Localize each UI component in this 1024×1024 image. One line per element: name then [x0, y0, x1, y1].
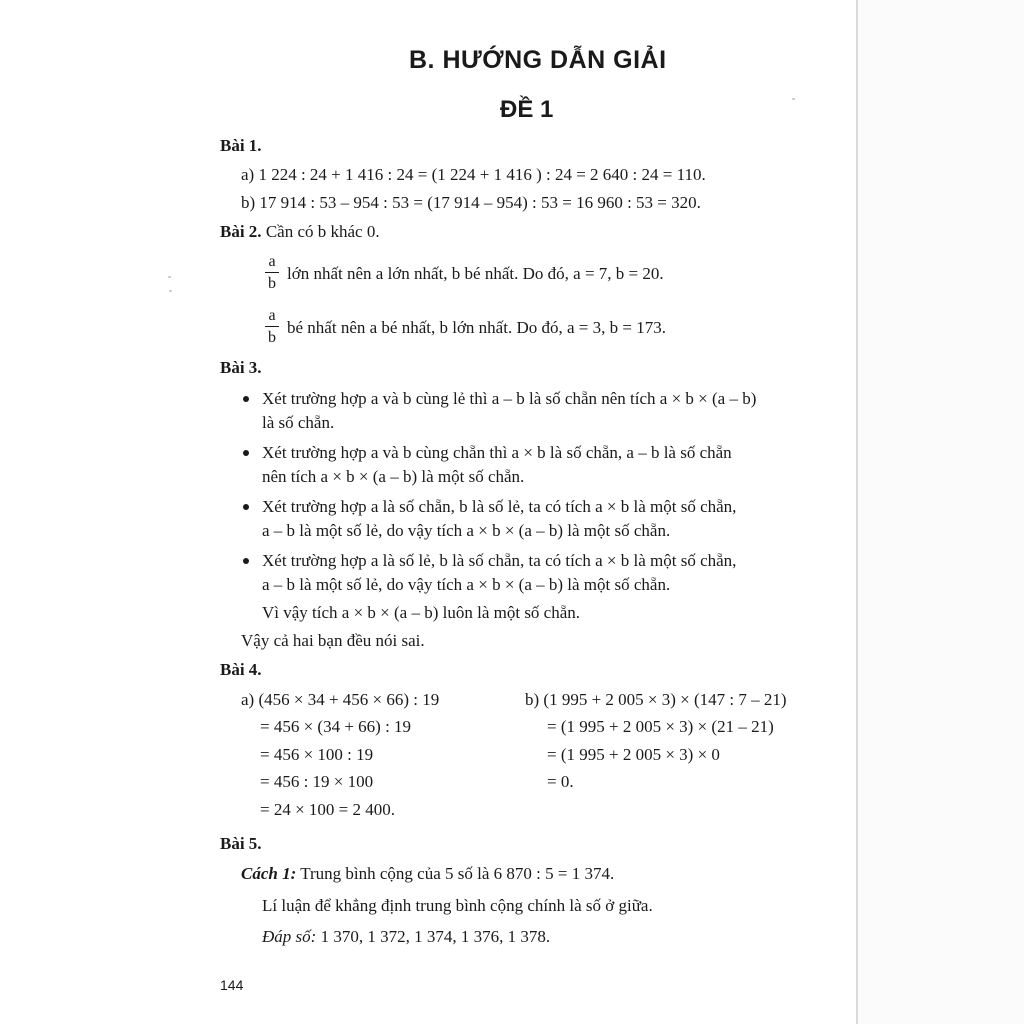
- bai3-heading: Bài 3.: [220, 358, 262, 377]
- fraction-numerator: a: [268, 253, 276, 270]
- fraction-denominator: b: [268, 329, 276, 346]
- page-gutter-shadow: [858, 0, 1024, 1024]
- bai4-b-line-4: = 0.: [547, 772, 574, 791]
- bai4-a-line-5: = 24 × 100 = 2 400.: [260, 800, 396, 819]
- bai4-a-line-4: = 456 : 19 × 100: [260, 772, 374, 791]
- fraction-a-over-b: [265, 307, 279, 347]
- exam-heading: ĐỀ 1: [500, 96, 554, 123]
- bai4-b-line-1: b) (1 995 + 2 005 × 3) × (147 : 7 – 21): [525, 690, 787, 709]
- bai3-bullet-2-line-1: Xét trường hợp a và b cùng chẵn thì a × b là số chẵn, a – b là số chẵn: [262, 443, 732, 462]
- bai1-heading: Bài 1.: [220, 136, 262, 155]
- bai2-heading: Bài 2.: [220, 222, 262, 241]
- bai3-bullet-4-line-2: a – b là một số lẻ, do vậy tích a × b × (a – b) là một số chẵn.: [262, 575, 671, 594]
- bai5-reasoning: Lí luận để khẳng định trung bình cộng chính là số ở giữa.: [262, 896, 653, 915]
- bai2-intro-text: Cần có b khác 0.: [265, 222, 380, 241]
- bai2-line-2: bé nhất nên a bé nhất, b lớn nhất. Do đó, a = 3, b = 173.: [287, 318, 666, 337]
- page-edge: [856, 0, 858, 1024]
- bai2-intro: [220, 221, 380, 243]
- bai3-summary: Vì vậy tích a × b × (a – b) luôn là một số chẵn.: [262, 603, 581, 622]
- bai5-method-1: [241, 863, 614, 885]
- bullet-icon: [243, 450, 249, 456]
- bai2-line-1: lớn nhất nên a lớn nhất, b bé nhất. Do đó, a = 7, b = 20.: [287, 264, 664, 283]
- fraction-bar: [265, 272, 279, 273]
- bai4-heading: Bài 4.: [220, 660, 262, 679]
- fraction-denominator: b: [268, 275, 276, 292]
- bullet-icon: [243, 396, 249, 402]
- fraction-a-over-b: [265, 253, 279, 293]
- bai3-bullet-3-line-2: a – b là một số lẻ, do vậy tích a × b × (a – b) là một số chẵn.: [262, 521, 671, 540]
- bai3-conclusion: Vậy cả hai bạn đều nói sai.: [241, 631, 425, 650]
- bai5-answer: [262, 926, 550, 948]
- bai1-part-b: b) 17 914 : 53 – 954 : 53 = (17 914 – 954) : 53 = 16 960 : 53 = 320.: [241, 193, 701, 212]
- bullet-icon: [243, 504, 249, 510]
- bai3-bullet-1-line-1: Xét trường hợp a và b cùng lẻ thì a – b là số chẵn nên tích a × b × (a – b): [262, 389, 757, 408]
- answer-label: Đáp số:: [262, 927, 317, 946]
- bai5-heading: Bài 5.: [220, 834, 262, 853]
- bai1-part-a: a) 1 224 : 24 + 1 416 : 24 = (1 224 + 1 416 ) : 24 = 2 640 : 24 = 110.: [241, 165, 706, 184]
- scan-speck: [168, 276, 171, 278]
- page-title: B. HƯỚNG DẪN GIẢI: [409, 46, 667, 74]
- bai4-b-line-2: = (1 995 + 2 005 × 3) × (21 – 21): [547, 717, 774, 736]
- bai4-b-line-3: = (1 995 + 2 005 × 3) × 0: [547, 745, 720, 764]
- bullet-icon: [243, 558, 249, 564]
- bai4-a-line-3: = 456 × 100 : 19: [260, 745, 374, 764]
- bai3-bullet-4-line-1: Xét trường hợp a là số lẻ, b là số chẵn, ta có tích a × b là một số chẵn,: [262, 551, 737, 570]
- answer-values: 1 370, 1 372, 1 374, 1 376, 1 378.: [320, 927, 551, 946]
- fraction-bar: [265, 326, 279, 327]
- bai4-a-line-2: = 456 × (34 + 66) : 19: [260, 717, 412, 736]
- bai3-bullet-2-line-2: nên tích a × b × (a – b) là một số chẵn.: [262, 467, 525, 486]
- bai4-a-line-1: a) (456 × 34 + 456 × 66) : 19: [241, 690, 440, 709]
- bai3-bullet-1-line-2: là số chẵn.: [262, 413, 335, 432]
- method-label: Cách 1:: [241, 864, 297, 883]
- fraction-numerator: a: [268, 307, 276, 324]
- page-number: 144: [220, 977, 244, 993]
- scan-speck: [169, 290, 172, 292]
- method-text: Trung bình cộng của 5 số là 6 870 : 5 = 1 374.: [300, 864, 615, 883]
- bai3-bullet-3-line-1: Xét trường hợp a là số chẵn, b là số lẻ, ta có tích a × b là một số chẵn,: [262, 497, 737, 516]
- scan-speck: [792, 98, 795, 100]
